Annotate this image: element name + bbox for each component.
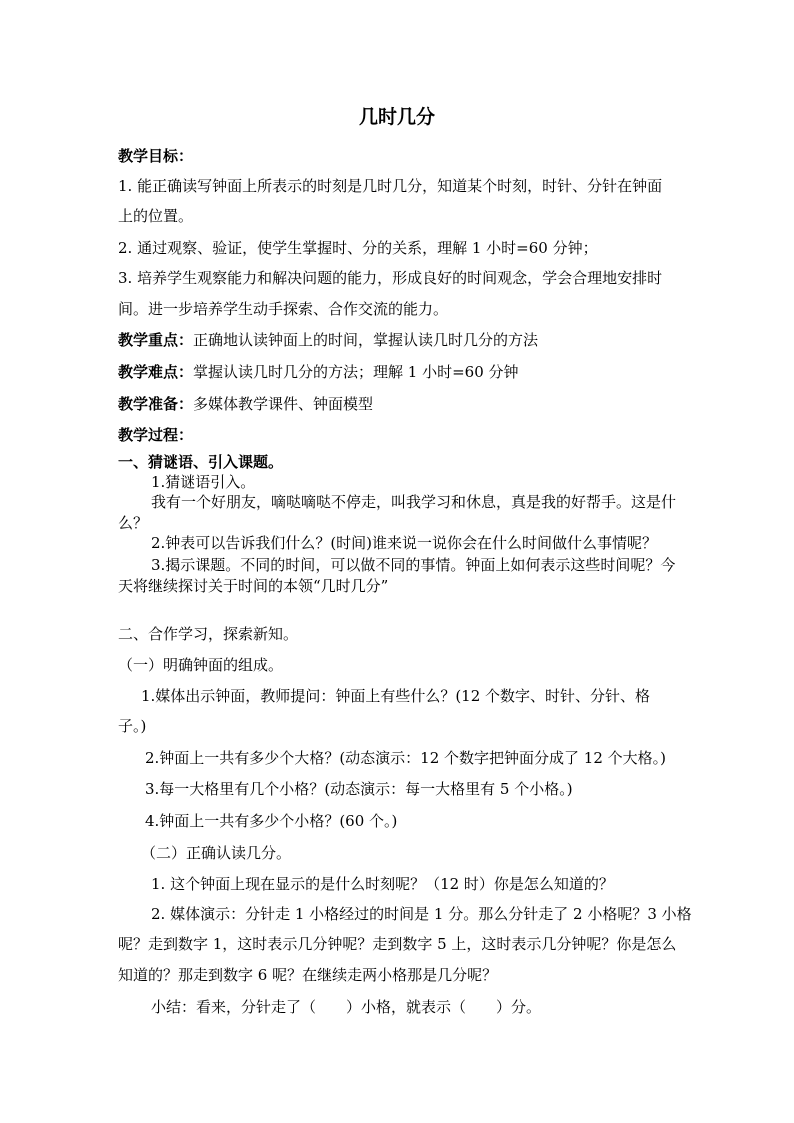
section-1-step-1: 1.猜谜语引入。 bbox=[151, 473, 256, 491]
subsection-2-heading: （二）正确认读几分。 bbox=[141, 844, 292, 862]
page-title: 几时几分 bbox=[358, 106, 435, 128]
question-1-line-1: 1.媒体出示钟面，教师提问：钟面上有些什么？(12 个数字、时针、分针、格 bbox=[141, 687, 651, 705]
process-heading: 教学过程： bbox=[118, 426, 194, 444]
key-points-text: 正确地认读钟面上的时间，掌握认读几时几分的方法 bbox=[193, 331, 539, 349]
question-1-line-2: 子。) bbox=[118, 717, 147, 735]
subsection-1-heading: （一）明确钟面的组成。 bbox=[118, 656, 284, 674]
objective-3-line-1: 3. 培养学生观察能力和解决问题的能力，形成良好的时间观念，学会合理地安排时 bbox=[118, 269, 663, 287]
section-1-step-3-line-1: 3.揭示课题。不同的时间，可以做不同的事情。钟面上如何表示这些时间呢？今 bbox=[151, 556, 676, 574]
preparation-line bbox=[118, 394, 373, 414]
reading-2-line-1: 2. 媒体演示：分针走 1 小格经过的时间是 1 分。那么分针走了 2 小格呢？3 小格 bbox=[151, 905, 692, 923]
summary: 小结：看来，分针走了（ ）小格，就表示（ ）分。 bbox=[151, 998, 542, 1016]
objective-1-line-1: 1. 能正确读写钟面上所表示的时刻是几时几分，知道某个时刻，时针、分针在钟面 bbox=[118, 177, 663, 195]
riddle-line-1: 我有一个好朋友，嘀哒嘀哒不停走，叫我学习和休息，真是我的好帮手。这是什 bbox=[151, 493, 677, 511]
difficulties-label: 教学难点： bbox=[118, 363, 194, 381]
question-4: 4.钟面上一共有多少个小格？(60 个。) bbox=[145, 812, 398, 830]
difficulties-text: 掌握认读几时几分的方法；理解 1 小时=60 分钟 bbox=[193, 363, 519, 381]
key-points-line bbox=[118, 330, 538, 350]
difficulties-line bbox=[118, 362, 519, 382]
objective-2: 2. 通过观察、验证，使学生掌握时、分的关系，理解 1 小时=60 分钟； bbox=[118, 239, 598, 257]
key-points-label: 教学重点： bbox=[118, 331, 194, 349]
question-3: 3.每一大格里有几个小格？(动态演示：每一大格里有 5 个小格。) bbox=[145, 780, 573, 798]
reading-1: 1. 这个钟面上现在显示的是什么时刻呢？（12 时）你是怎么知道的？ bbox=[151, 875, 614, 893]
section-1-step-3-line-2: 天将继续探讨关于时间的本领“几时几分” bbox=[118, 577, 389, 595]
question-2: 2.钟面上一共有多少个大格？(动态演示：12 个数字把钟面分成了 12 个大格。) bbox=[145, 749, 666, 767]
reading-2-line-3: 知道的？那走到数字 6 呢？在继续走两小格那是几分呢？ bbox=[118, 966, 498, 984]
section-1-step-2: 2.钟表可以告诉我们什么？(时间)谁来说一说你会在什么时间做什么事情呢？ bbox=[151, 534, 658, 552]
reading-2-line-2: 呢？走到数字 1，这时表示几分钟呢？走到数字 5 上，这时表示几分钟呢？你是怎么 bbox=[118, 935, 677, 953]
objective-3-line-2: 间。进一步培养学生动手探索、合作交流的能力。 bbox=[118, 300, 449, 318]
section-2-heading: 二、合作学习，探索新知。 bbox=[118, 625, 299, 643]
section-1-heading: 一、猜谜语、引入课题。 bbox=[118, 453, 284, 471]
preparation-text: 多媒体教学课件、钟面模型 bbox=[193, 395, 374, 413]
objective-1-line-2: 上的位置。 bbox=[118, 207, 194, 225]
riddle-line-2: 么？ bbox=[118, 514, 149, 532]
preparation-label: 教学准备： bbox=[118, 395, 194, 413]
objectives-heading: 教学目标： bbox=[118, 147, 194, 165]
